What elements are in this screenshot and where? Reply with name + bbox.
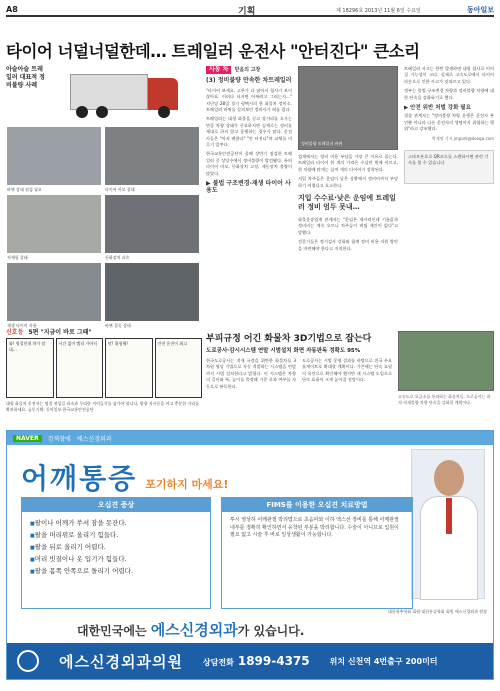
clinic-logo-icon [17, 650, 39, 672]
ad-title: 어깨통증 포기하지 마세요! [21, 462, 229, 495]
photo-4: 등화장치 파손 [104, 194, 200, 254]
secondary-headline: 부피규정 어긴 화물차 3D기법으로 잡는다 [206, 334, 372, 344]
clinic-advertisement [6, 430, 494, 680]
symptom-item: ■ 팔을 뒤로 올리기 어렵다. [30, 542, 202, 554]
doctor-info: 대한척추학회 회원·대한통증학회 회원 에스신경외과 원장 [387, 609, 487, 614]
paragraph: 화물운송업계 관계자는 "운임은 제자리인데 기름값과 정비비는 계속 오르니 차주들이 버틸 재간이 없다"고 말했다. [298, 217, 398, 235]
symptom-item: ■ 팔을 몸쪽 안쪽으로 돌리기 어렵다. [30, 566, 202, 578]
traffic-photo-block [398, 331, 494, 405]
photo-collage [6, 66, 200, 331]
cartoon-title: 신호등 5편 "지금이 바로 그때" [6, 329, 92, 336]
section-title: 기획 [238, 7, 256, 17]
paragraph: 한국교통안전공단이 올해 상반기 점검한 트레일러 중 상당수에서 정비불량이 발견됐다. 특히 타이어 마모, 등화장치 고장, 제동장치 불량이 많았다. [206, 151, 292, 176]
ad-footer [7, 643, 493, 679]
symptom-box: 오십견 증상 ■ 팔이나 어깨가 쑤셔 잠을 못잔다. ■ 팔을 머리위로 올리기 힘들다. ■ 팔을 뒤로 올리기 어렵다. ■ 머리 빗질이나 옷 입기가 힘들다. ■ 팔을 몸쪽 안쪽으로 돌리기 어렵다. [21, 497, 211, 609]
photo-3: 적재함 상태 [6, 194, 102, 254]
doctor-portrait [411, 449, 485, 599]
cartoon-strip [6, 327, 202, 428]
photo-caption: 고속도로 요금소를 통과하는 화물차들. 도로공사는 과적·적재불량 차량 단속을 강화할 계획이다. [398, 394, 491, 405]
naver-logo: NAVER [13, 435, 42, 442]
paragraph: 정부는 불법 구조변경 차량과 정비불량 차량에 대한 단속을 강화하기로 했다. [404, 88, 494, 100]
symptom-item: ■ 머리 빗질이나 옷 입기가 힘들다. [30, 554, 202, 566]
cartoon-panel: 시간 없어 빨리 가야지 [56, 338, 104, 398]
photo-5: 재생 타이어 사용 [6, 262, 102, 322]
paragraph: "타이어 보세요. 고무가 다 닳아서 철사가 보이잖아요. 이러다 터지면 어쩌려고 그러는지…" 지난달 28일 경기 평택시의 한 화물차 정비소. 트레일러 바퀴를 살펴보던 정비사가 혀를 찼다. [206, 87, 292, 113]
qr-notice: 스마트폰으로 QR코드를 스캔하시면 관련 기사를 볼 수 있습니다 [404, 150, 494, 184]
newspaper-brand: 동아일보 [466, 6, 494, 14]
cartoon-caption: 대형 화물차 운전자는 명절 귀성길 과속과 무리한 끼어들기를 삼가야 합니다. 방향 지시등을 켜고 충분한 거리를 확보하세요. 공동기획: 동아일보·한국교통안전공단 [6, 401, 199, 412]
collage-caption: 아슬아슬 트레일러 대표적 정비불량 사례 [6, 66, 45, 89]
photo-2: 타이어 마모 상태 [104, 126, 200, 186]
paragraph: 트레일러 사고는 한번 발생하면 대형 참사로 이어질 가능성이 크다. 실제로 고속도로에서 타이어 파손으로 인한 사고가 잇따르고 있다. [404, 66, 494, 84]
cartoon-panel: 앗! 위험해! [105, 338, 153, 398]
page-header [6, 3, 494, 17]
treatment-box: FIMS를 이용한 오십견 치료방법 투시 영상하 어깨관절 박리법으로 초음파와 이하 엑스선 장비를 통해 어깨관절 내부를 정확히 확인하면서 유착된 부분을 박리합니다. 수술이 아니므로 입원이 필요 없고 시술 후 바로 일상생활이 가능합니다. [221, 497, 413, 609]
paragraph: 트레일러는 대형 화물을 싣고 장거리를 오가는 만큼 차량 상태가 중요하지만 실제로는 정비를 제대로 하지 않고 운행하는 경우가 많다. 운전사들은 "아직 괜찮다" "안 터진다"며 교체를 미루기 일쑤다. [206, 116, 292, 148]
paragraph: 도로공사는 시범 운영 결과를 바탕으로 전국 주요 톨게이트로 확대할 계획이다. 기존에는 단속 요원이 육안으로 확인해야 했지만 새 시스템 도입으로 단속 효율이 크게 높아질 전망이다. [302, 358, 392, 383]
traffic-photo [398, 331, 494, 391]
column-subhead: ▶ 안전 위반 처벌 강화 필요 [404, 105, 471, 112]
main-headline: 타이어 너덜너덜한데… 트레일러 운전사 "안터진다" 큰소리 [6, 42, 420, 61]
issue-info: 제 18296호 2013년 11월 6일 수요일 [336, 8, 421, 14]
series-tag: 사동 차 믿음의 고장 [206, 66, 292, 74]
article-column-2 [206, 66, 292, 197]
clinic-phone: 상담전화 1899-4375 [202, 654, 310, 668]
paragraph: 전문가들은 정기검사 강화와 함께 정비 비용 지원 방안을 마련해야 한다고 지적한다. [298, 239, 398, 251]
article-subhead: (3) 정비불량 만속한 차트레일러 [206, 77, 292, 85]
article-column-4 [404, 66, 494, 184]
clinic-name: 에스신경외과의원 [59, 652, 183, 671]
paragraph: 경찰 관계자는 "정비불량 차량 운행은 운전자 본인뿐 아니라 다른 운전자의 생명까지 위협하는 행위"라고 강조했다. [404, 113, 494, 132]
secondary-subhead: 도로공사·감시시스템 연말 시범설치 화면 자동판독 정확도 95% [206, 348, 361, 354]
photo-6: 바퀴 결속 상태 [104, 262, 200, 322]
page-number: A8 [6, 5, 18, 14]
article-subhead-2: ▶ 불법 구조변경·재생 타이어 사용도 [206, 180, 291, 194]
truck-illustration [46, 68, 200, 120]
cartoon-panel: 안전 운전이 최고 [155, 338, 203, 398]
ad-tagline: 대한민국에는 에스신경외과가 있습니다. [77, 621, 305, 639]
secondary-article [206, 331, 392, 390]
symptom-item: ■ 팔이나 어깨가 쑤셔 잠을 못잔다. [30, 518, 202, 530]
tyre-photo: 정비불량 트레일러 바퀴 [298, 66, 398, 150]
clinic-location: 위치 신천역 4번출구 200미터 [329, 656, 438, 666]
cartoon-panel: 와! 명절인데 차가 많네… [6, 338, 54, 398]
ad-search-bar: NAVER 검색창에 에스신경외과 [7, 431, 493, 445]
paragraph: 업계에서는 정비 비용 부담을 가장 큰 이유로 꼽는다. 트레일러 타이어 한 개의 가격은 수십만 원에 이르고, 한 차량에 많게는 십여 개의 타이어가 장착된다. [298, 154, 398, 172]
symptom-item: ■ 팔을 머리위로 올리기 힘들다. [30, 530, 202, 542]
paragraph: 한국도로공사는 적재 규정을 위반한 화물차를 3차원 영상 기법으로 자동 적발하는 시스템을 연말까지 시범 설치한다고 밝혔다. 이 시스템은 차량의 길이와 폭, 높이를 측정해 기준 초과 여부를 자동으로 판독한다. [206, 358, 296, 389]
article-column-3 [298, 66, 398, 255]
paragraph: 지입 차주들은 운임이 낮은 상황에서 정비비까지 부담하기 어렵다고 호소한다. [298, 176, 398, 188]
reporter-byline: 박재명 기자 jmpark@donga.com [431, 135, 494, 141]
photo-1: 바퀴 상태 점검 필요 [6, 126, 102, 186]
column-subhead: 지입 수수료·낮은 운임에 트레일러 정비 엄두 못내… [298, 194, 396, 212]
